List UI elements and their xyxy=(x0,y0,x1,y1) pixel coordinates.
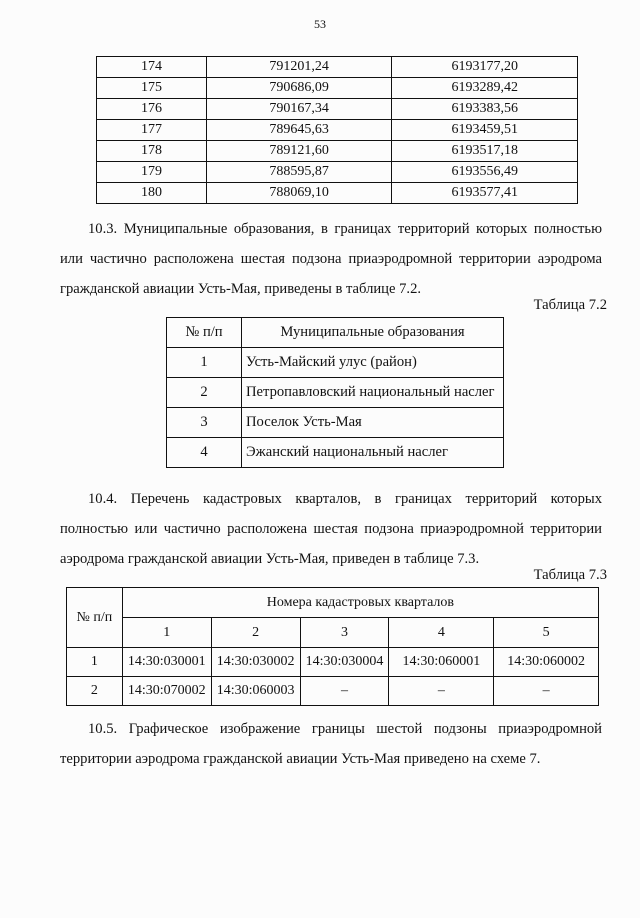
point-number: 175 xyxy=(97,78,207,99)
table-row xyxy=(97,162,578,183)
x-coordinate: 790167,34 xyxy=(206,99,391,120)
table-row xyxy=(67,648,599,677)
table-7-3-caption: Таблица 7.3 xyxy=(533,567,607,583)
column-number: 1 xyxy=(122,618,211,648)
header-num: № п/п xyxy=(167,318,242,348)
point-number: 179 xyxy=(97,162,207,183)
cadastral-number: 14:30:030001 xyxy=(122,648,211,677)
point-number: 176 xyxy=(97,99,207,120)
municipality-name: Эжанский национальный наслег xyxy=(242,438,504,468)
x-coordinate: 789121,60 xyxy=(206,141,391,162)
cadastral-number: 14:30:030002 xyxy=(211,648,300,677)
point-number: 177 xyxy=(97,120,207,141)
y-coordinate: 6193383,56 xyxy=(392,99,578,120)
cadastral-number: – xyxy=(389,677,494,706)
column-number: 2 xyxy=(211,618,300,648)
y-coordinate: 6193556,49 xyxy=(392,162,578,183)
cadastral-number: 14:30:060001 xyxy=(389,648,494,677)
y-coordinate: 6193517,18 xyxy=(392,141,578,162)
table-row xyxy=(97,57,578,78)
table-row xyxy=(167,348,504,378)
row-number: 1 xyxy=(67,648,123,677)
column-number: 3 xyxy=(300,618,389,648)
table-row xyxy=(167,408,504,438)
x-coordinate: 789645,63 xyxy=(206,120,391,141)
x-coordinate: 788595,87 xyxy=(206,162,391,183)
point-number: 180 xyxy=(97,183,207,204)
x-coordinate: 788069,10 xyxy=(206,183,391,204)
header-municipalities: Муниципальные образования xyxy=(242,318,504,348)
table-row xyxy=(97,78,578,99)
page-number: 53 xyxy=(314,17,326,31)
paragraph-10-3: 10.3. Муниципальные образования, в границах территорий которых полностью или частично расположена шестая подзона приаэродромной территории аэродрома гражданской авиации Усть-Мая, приведены в таблице 7.2. xyxy=(60,221,602,297)
point-number: 174 xyxy=(97,57,207,78)
point-number: 178 xyxy=(97,141,207,162)
table-row xyxy=(67,677,599,706)
table-row xyxy=(97,120,578,141)
x-coordinate: 790686,09 xyxy=(206,78,391,99)
paragraph-10-5: 10.5. Графическое изображение границы шестой подзоны приаэродромной территории аэродрома гражданской авиации Усть-Мая приведено на схеме 7. xyxy=(60,721,602,767)
y-coordinate: 6193459,51 xyxy=(392,120,578,141)
table-row xyxy=(167,438,504,468)
cadastral-quarters-table xyxy=(66,587,599,706)
header-num: № п/п xyxy=(67,588,123,648)
cadastral-number: – xyxy=(300,677,389,706)
municipalities-table xyxy=(166,317,504,468)
table-row xyxy=(167,378,504,408)
table-row xyxy=(97,141,578,162)
cadastral-number: 14:30:060002 xyxy=(494,648,599,677)
municipality-name: Петропавловский национальный наслег xyxy=(242,378,504,408)
paragraph-10-4: 10.4. Перечень кадастровых кварталов, в границах территорий которых полностью или частично расположена шестая подзона приаэродромной территории аэродрома гражданской авиации Усть-Мая, приведен в таблице 7.3. xyxy=(60,491,602,567)
cadastral-number: – xyxy=(494,677,599,706)
column-number: 4 xyxy=(389,618,494,648)
y-coordinate: 6193289,42 xyxy=(392,78,578,99)
cadastral-number: 14:30:060003 xyxy=(211,677,300,706)
header-cadastral-numbers: Номера кадастровых кварталов xyxy=(122,588,598,618)
row-number: 2 xyxy=(167,378,242,408)
municipality-name: Усть-Майский улус (район) xyxy=(242,348,504,378)
table-7-2-caption: Таблица 7.2 xyxy=(533,297,607,313)
coordinates-table xyxy=(96,56,578,204)
y-coordinate: 6193577,41 xyxy=(392,183,578,204)
cadastral-number: 14:30:070002 xyxy=(122,677,211,706)
x-coordinate: 791201,24 xyxy=(206,57,391,78)
row-number: 4 xyxy=(167,438,242,468)
municipality-name: Поселок Усть-Мая xyxy=(242,408,504,438)
column-number: 5 xyxy=(494,618,599,648)
y-coordinate: 6193177,20 xyxy=(392,57,578,78)
table-row xyxy=(97,99,578,120)
row-number: 3 xyxy=(167,408,242,438)
table-row xyxy=(97,183,578,204)
row-number: 2 xyxy=(67,677,123,706)
row-number: 1 xyxy=(167,348,242,378)
cadastral-number: 14:30:030004 xyxy=(300,648,389,677)
